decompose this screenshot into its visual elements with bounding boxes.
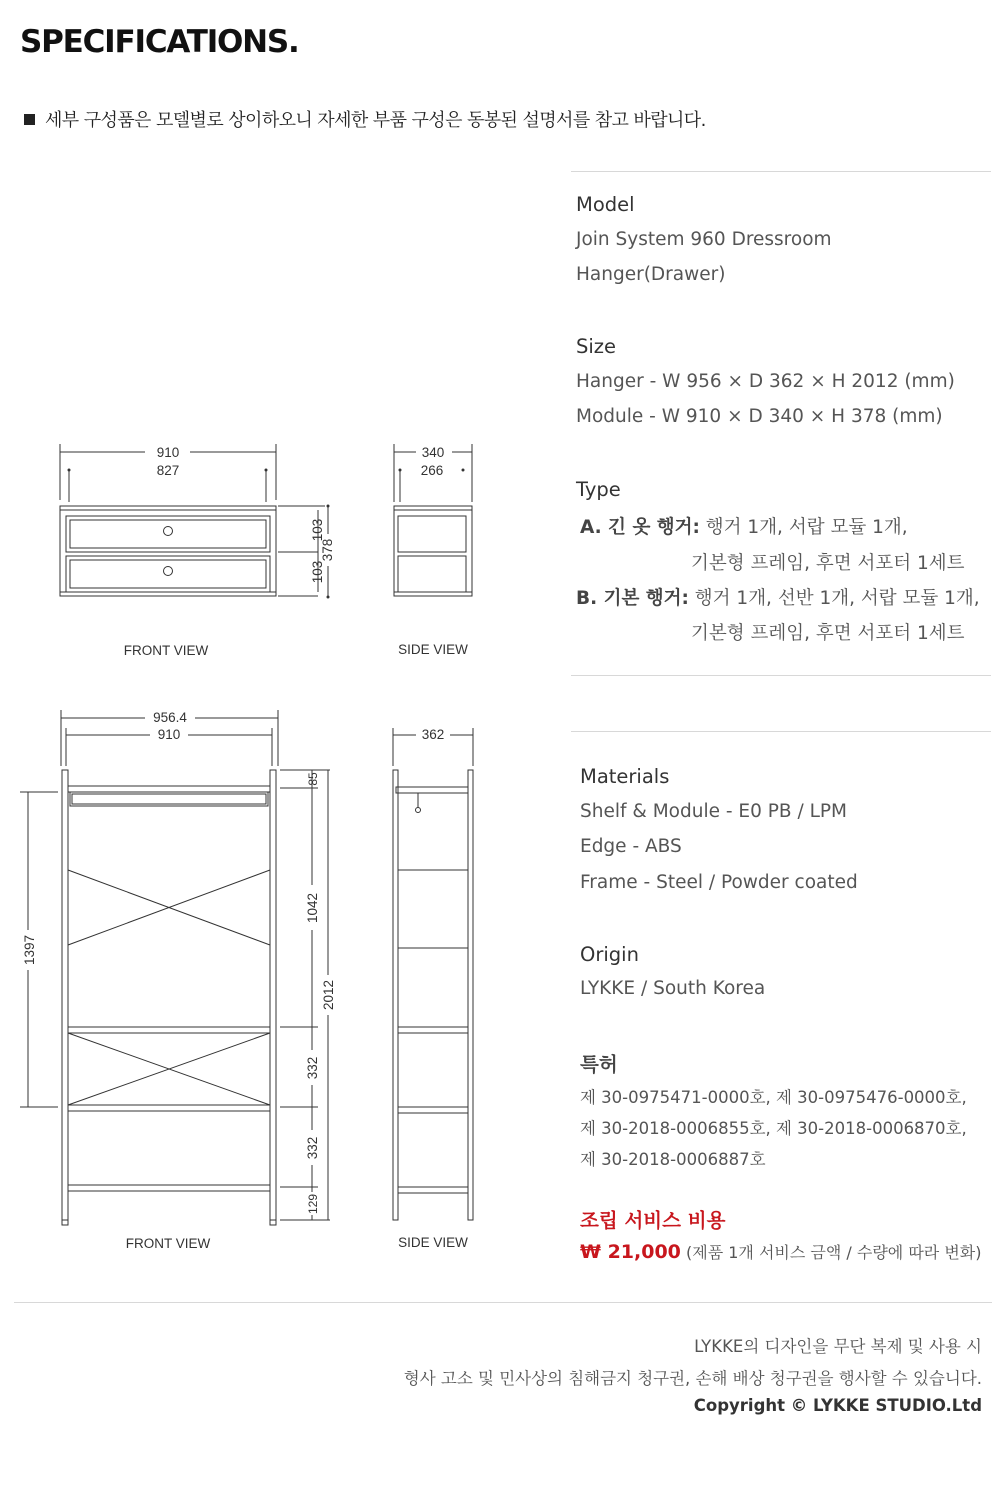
hanger-front-view-label: FRONT VIEW [125, 1236, 211, 1250]
type-b [576, 584, 980, 610]
footer-line2: 형사 고소 및 민사상의 침해금지 청구권, 손해 배상 청구권을 행사할 수 있습니다. [403, 1369, 982, 1388]
hanger-side-drawing [393, 728, 473, 1220]
dim-hanger-base: 129 [306, 1193, 320, 1215]
dim-module-drawer-bottom: 103 [310, 560, 325, 584]
divider [571, 675, 991, 676]
hanger-front-drawing [20, 710, 330, 1225]
module-front-drawing [60, 444, 328, 596]
service-label: 조립 서비스 비용 [580, 1209, 726, 1232]
divider [571, 731, 991, 732]
square-bullet-icon [24, 114, 35, 125]
dim-hanger-top-gap: 85 [306, 772, 320, 786]
type-a-label: A. 긴 옷 행거: [580, 517, 700, 538]
notice-text: 세부 구성품은 모델별로 상이하오니 자세한 부품 구성은 동봉된 설명서를 참고 바랍니다. [45, 110, 706, 131]
dim-hanger-width-inner: 910 [157, 727, 181, 742]
dim-hanger-mid: 332 [305, 1056, 320, 1080]
dim-module-depth-outer: 340 [421, 445, 445, 460]
type-a [580, 513, 908, 539]
materials-line1: Shelf & Module - E0 PB / LPM [580, 801, 848, 822]
model-line1: Join System 960 Dressroom [576, 229, 832, 250]
dim-module-height: 378 [320, 538, 335, 562]
type-label: Type [576, 478, 621, 501]
service-price-row [580, 1240, 982, 1263]
service-price: ₩ 21,000 [580, 1241, 681, 1263]
dim-module-depth-inner: 266 [420, 463, 444, 478]
patent-line2: 제 30-2018-0006855호, 제 30-2018-0006870호, [580, 1119, 967, 1138]
footer-line1: LYKKE의 디자인을 무단 복제 및 사용 시 [694, 1337, 982, 1356]
patent-label: 특허 [580, 1053, 618, 1076]
type-b-line2: 기본형 프레임, 후면 서포터 1세트 [691, 623, 965, 644]
dim-module-width-inner: 827 [156, 463, 180, 478]
materials-line2: Edge - ABS [580, 836, 682, 857]
model-label: Model [576, 193, 635, 216]
type-b-label: B. 기본 행거: [576, 588, 689, 609]
patent-line3: 제 30-2018-0006887호 [580, 1150, 766, 1169]
dim-hanger-upper: 1042 [305, 892, 320, 924]
materials-line3: Frame - Steel / Powder coated [580, 872, 858, 893]
copyright: Copyright © LYKKE STUDIO.Ltd [693, 1396, 982, 1415]
dim-hanger-lower: 332 [305, 1136, 320, 1160]
size-line2: Module - W 910 × D 340 × H 378 (mm) [576, 406, 943, 427]
origin-label: Origin [580, 943, 639, 966]
origin-value: LYKKE / South Korea [580, 978, 766, 999]
type-b-line1: 행거 1개, 선반 1개, 서랍 모듈 1개, [694, 588, 980, 609]
service-note: (제품 1개 서비스 금액 / 수량에 따라 변화) [686, 1243, 982, 1262]
divider [571, 171, 991, 172]
dim-hanger-rail-height: 1397 [22, 934, 37, 966]
size-line1: Hanger - W 956 × D 362 × H 2012 (mm) [576, 371, 955, 392]
model-line2: Hanger(Drawer) [576, 264, 726, 285]
notice [24, 106, 706, 132]
footer-divider [14, 1302, 992, 1303]
materials-label: Materials [580, 765, 670, 788]
patent-line1: 제 30-0975471-0000호, 제 30-0975476-0000호, [580, 1088, 967, 1107]
module-side-view-label: SIDE VIEW [398, 642, 468, 657]
dim-hanger-total: 2012 [321, 979, 336, 1011]
dim-module-width-outer: 910 [156, 445, 180, 460]
module-front-view-label: FRONT VIEW [123, 643, 209, 658]
dim-hanger-width-outer: 956.4 [153, 710, 187, 725]
type-a-line2: 기본형 프레임, 후면 서포터 1세트 [691, 553, 965, 574]
type-a-line1: 행거 1개, 서랍 모듈 1개, [705, 517, 908, 538]
size-label: Size [576, 335, 617, 358]
dim-module-drawer-top: 103 [310, 518, 325, 542]
hanger-side-view-label: SIDE VIEW [398, 1235, 468, 1250]
technical-drawings [0, 430, 560, 1250]
dim-hanger-depth: 362 [421, 727, 445, 742]
page-title: SPECIFICATIONS. [20, 24, 299, 60]
